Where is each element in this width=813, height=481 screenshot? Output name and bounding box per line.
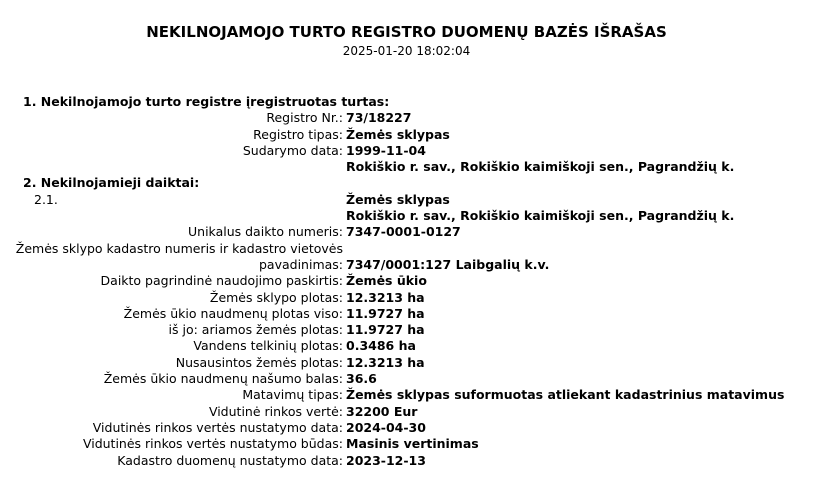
field-label: Vidutinės rinkos vertės nustatymo data: bbox=[92, 419, 343, 435]
field-value: Žemės sklypas bbox=[346, 191, 450, 207]
arable-area-row bbox=[0, 322, 813, 338]
field-value: 11.9727 ha bbox=[346, 305, 425, 321]
registry-number-row bbox=[0, 110, 813, 126]
water-area-row bbox=[0, 338, 813, 354]
field-label: Matavimų tipas: bbox=[242, 387, 343, 403]
field-value: 7347-0001-0127 bbox=[346, 224, 461, 240]
field-label: Vidutinė rinkos vertė: bbox=[208, 403, 343, 419]
field-label: Daikto pagrindinė naudojimo paskirtis: bbox=[100, 273, 343, 289]
field-label: Nusausintos žemės plotas: bbox=[175, 354, 343, 370]
field-value: Žemės ūkio bbox=[346, 273, 427, 289]
cadastral-number-row bbox=[0, 257, 813, 273]
field-value: 12.3213 ha bbox=[346, 289, 425, 305]
field-value: 1999-11-04 bbox=[346, 142, 426, 158]
field-value: 12.3213 ha bbox=[346, 354, 425, 370]
item-index: 2.1. bbox=[34, 191, 58, 207]
cadastral-label-row bbox=[0, 241, 813, 257]
field-value: Rokiškio r. sav., Rokiškio kaimiškoji sen., Pagrandžių k. bbox=[346, 159, 735, 175]
section-heading: 1. Nekilnojamojo turto registre įregistruotas turtas: bbox=[23, 94, 390, 109]
field-value: 36.6 bbox=[346, 371, 377, 387]
field-value: 11.9727 ha bbox=[346, 322, 425, 338]
cadastral-data-date-row bbox=[0, 453, 813, 469]
market-value-row bbox=[0, 404, 813, 420]
field-label: Vandens telkinių plotas: bbox=[193, 338, 343, 354]
field-value: Rokiškio r. sav., Rokiškio kaimiškoji sen., Pagrandžių k. bbox=[346, 208, 735, 224]
field-value: Masinis vertinimas bbox=[346, 436, 479, 452]
page-title: NEKILNOJAMOJO TURTO REGISTRO DUOMENŲ BAZĖS IŠRAŠAS bbox=[146, 23, 667, 41]
field-value: 73/18227 bbox=[346, 110, 412, 126]
field-label: Registro Nr.: bbox=[266, 110, 343, 126]
extract-body bbox=[0, 94, 813, 469]
field-label: Vidutinės rinkos vertės nustatymo būdas: bbox=[82, 436, 343, 452]
field-label: iš jo: ariamos žemės plotas: bbox=[168, 322, 343, 338]
field-label: Žemės sklypo plotas: bbox=[209, 289, 343, 305]
field-value: 2024-04-30 bbox=[346, 419, 426, 435]
productivity-score-row bbox=[0, 371, 813, 387]
agricultural-area-row bbox=[0, 306, 813, 322]
field-label: Žemės ūkio naudmenų našumo balas: bbox=[103, 371, 343, 387]
section-heading: 2. Nekilnojamieji daiktai: bbox=[23, 175, 200, 191]
generated-timestamp: 2025-01-20 18:02:04 bbox=[342, 44, 471, 58]
drained-area-row bbox=[0, 355, 813, 371]
field-label: pavadinimas: bbox=[258, 256, 343, 272]
section-2-heading-row bbox=[0, 175, 813, 191]
field-value: Žemės sklypas bbox=[346, 126, 450, 142]
field-label: Kadastro duomenų nustatymo data: bbox=[117, 452, 343, 468]
address-row bbox=[0, 159, 813, 175]
field-value: 2023-12-13 bbox=[346, 452, 426, 468]
field-label: Registro tipas: bbox=[253, 126, 343, 142]
field-value: 0.3486 ha bbox=[346, 338, 416, 354]
market-value-date-row bbox=[0, 420, 813, 436]
item-address-row bbox=[0, 208, 813, 224]
field-label: Sudarymo data: bbox=[242, 142, 343, 158]
item-type-row bbox=[0, 192, 813, 208]
field-value: 7347/0001:127 Laibgalių k.v. bbox=[346, 256, 550, 272]
unique-number-row bbox=[0, 224, 813, 240]
section-1-heading-row bbox=[0, 94, 813, 110]
registry-type-row bbox=[0, 127, 813, 143]
creation-date-row bbox=[0, 143, 813, 159]
field-value: Žemės sklypas suformuotas atliekant kadastrinius matavimus bbox=[346, 387, 785, 403]
field-value: 32200 Eur bbox=[346, 403, 418, 419]
market-value-method-row bbox=[0, 436, 813, 452]
plot-area-row bbox=[0, 290, 813, 306]
field-label: Žemės sklypo kadastro numeris ir kadastro vietovės bbox=[15, 240, 343, 256]
field-label: Žemės ūkio naudmenų plotas viso: bbox=[123, 305, 343, 321]
measurement-type-row bbox=[0, 387, 813, 403]
purpose-row bbox=[0, 273, 813, 289]
field-label: Unikalus daikto numeris: bbox=[188, 224, 343, 240]
